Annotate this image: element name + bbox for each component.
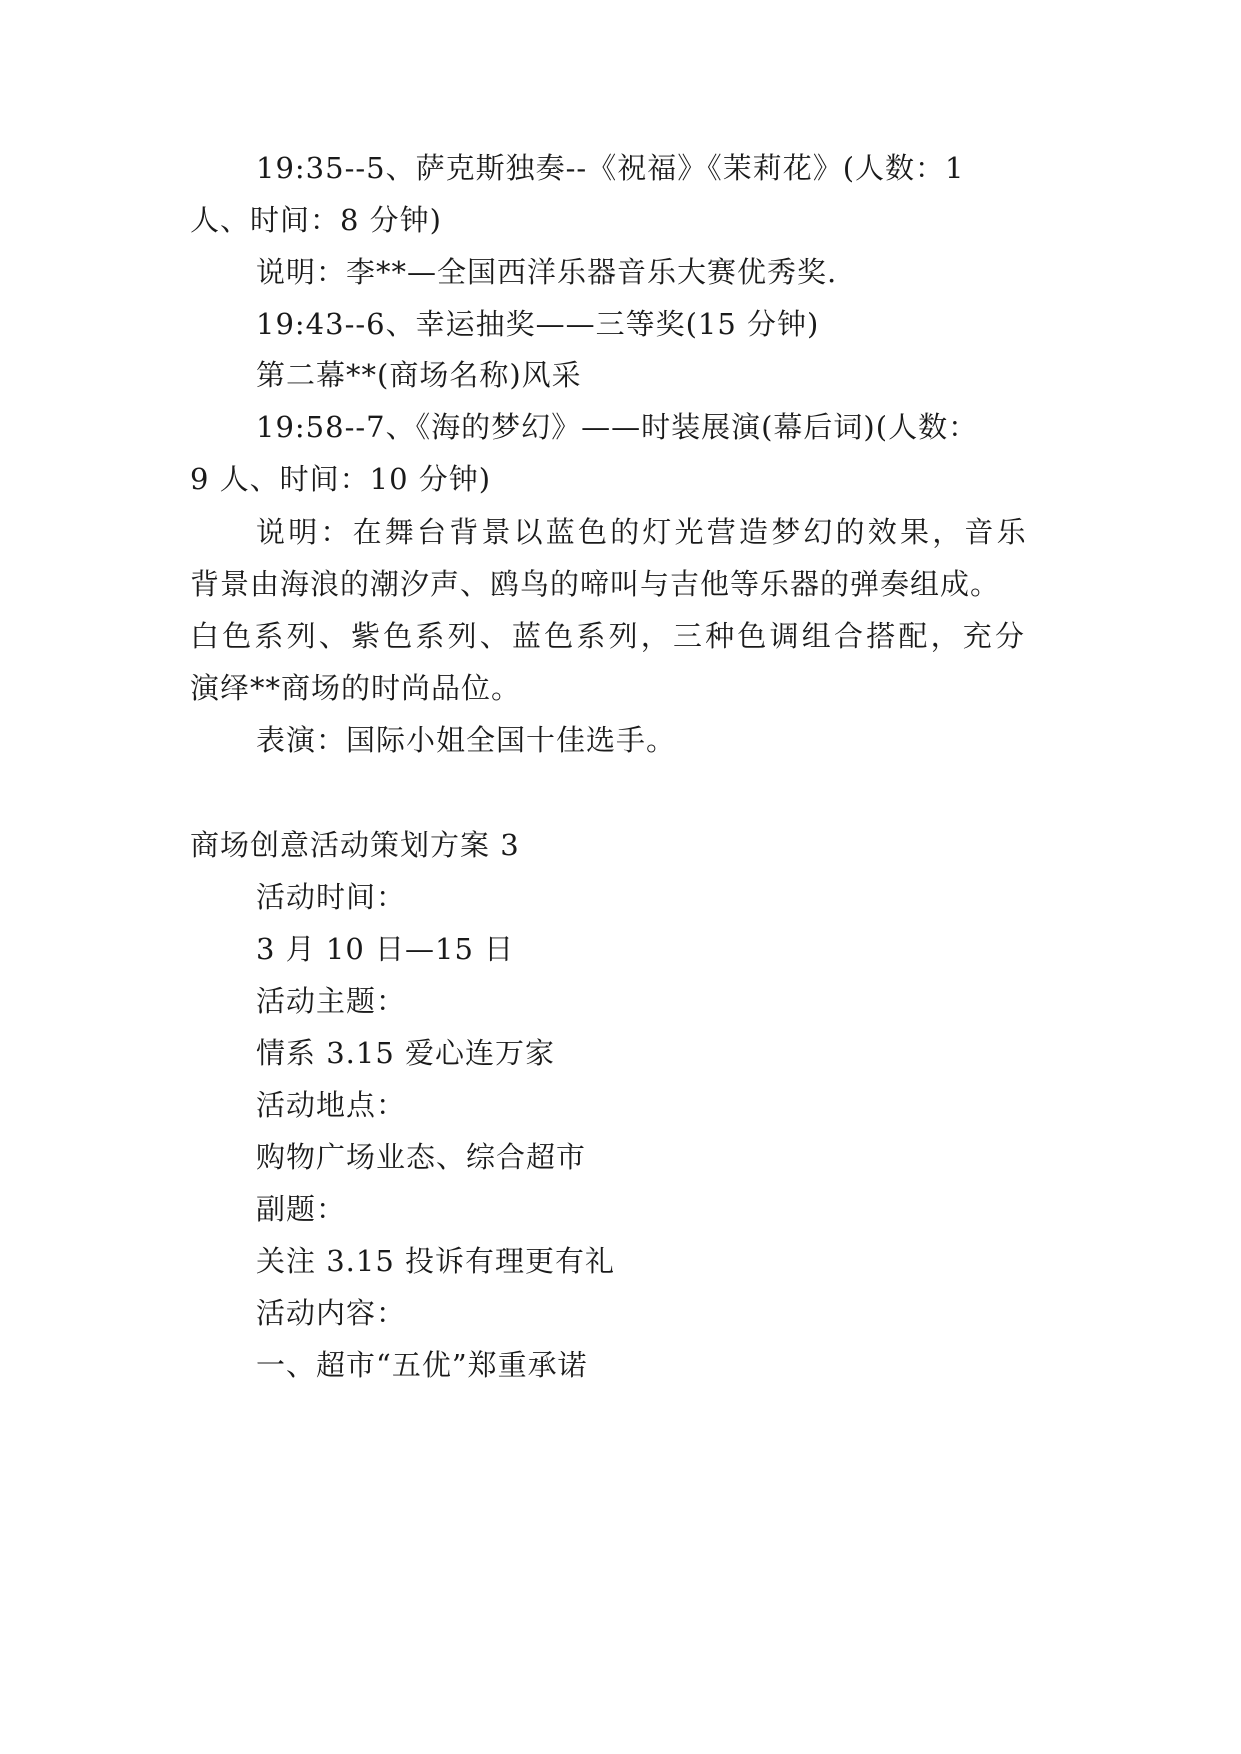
item5-line1: 19:35--5、萨克斯独奏--《祝福》《茉莉花》(人数：1 <box>256 151 965 185</box>
subtitle-value: 关注 3.15 投诉有理更有礼 <box>256 1244 616 1278</box>
theme-label: 活动主题： <box>256 984 407 1018</box>
time-value: 3 月 10 日—15 日 <box>256 932 515 966</box>
content-label: 活动内容： <box>256 1296 407 1330</box>
item7-note-line3: 白色系列、紫色系列、蓝色系列，三种色调组合搭配，充分 <box>190 619 1028 653</box>
item7-line2: 9 人、时间：10 分钟) <box>190 462 492 496</box>
place-value: 购物广场业态、综合超市 <box>256 1140 587 1174</box>
item5-line2: 人、时间：8 分钟) <box>190 203 442 237</box>
place-label: 活动地点： <box>256 1088 407 1122</box>
item7-note-line4: 演绎**商场的时尚品位。 <box>190 671 522 705</box>
item6: 19:43--6、幸运抽奖——三等奖(15 分钟) <box>256 307 820 341</box>
content-item1: 一、超市“五优”郑重承诺 <box>256 1348 588 1382</box>
item7-note-line2: 背景由海浪的潮汐声、鸥鸟的啼叫与吉他等乐器的弹奏组成。 <box>190 567 1001 601</box>
item7-note-line1: 说明：在舞台背景以蓝色的灯光营造梦幻的效果，音乐 <box>256 515 1029 549</box>
plan3-heading: 商场创意活动策划方案 3 <box>190 828 520 862</box>
performers: 表演：国际小姐全国十佳选手。 <box>256 723 677 757</box>
subtitle-label: 副题： <box>256 1192 347 1226</box>
act2-title: 第二幕**(商场名称)风采 <box>256 358 582 392</box>
theme-value: 情系 3.15 爱心连万家 <box>256 1036 556 1070</box>
item7-line1: 19:58--7、《海的梦幻》——时装展演(幕后词)(人数： <box>256 410 979 444</box>
time-label: 活动时间： <box>256 880 407 914</box>
item5-note: 说明：李**—全国西洋乐器音乐大赛优秀奖. <box>256 255 838 289</box>
